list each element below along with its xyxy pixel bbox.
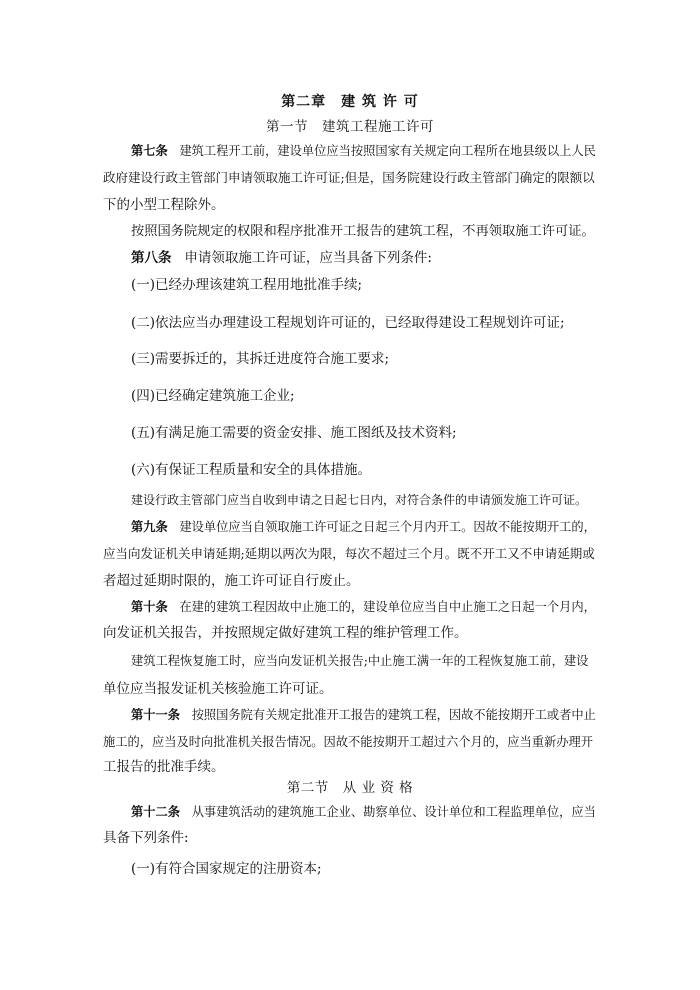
section2-title: 第二节 从 业 资 格 bbox=[286, 780, 414, 796]
article-8-item-5: (五)有满足施工需要的资金安排、施工图纸及技术资料; bbox=[131, 425, 457, 441]
article-10-heading: 第十条 bbox=[131, 600, 168, 614]
article-11-line-3: 工报告的批准手续。 bbox=[103, 759, 225, 775]
article-9-line-3: 者超过延期时限的，施工许可证自行废止。 bbox=[103, 573, 360, 589]
article-8-item-1: (一)已经办理该建筑工程用地批准手续; bbox=[131, 277, 363, 293]
article-12-item-1: (一)有符合国家规定的注册资本; bbox=[131, 861, 322, 877]
article-9-text-1: 建设单位应当自领取施工许可证之日起三个月内开工。因故不能按期开工的， bbox=[179, 520, 596, 534]
article-10-line-2: 向发证机关报告，并按照规定做好建筑工程的维护管理工作。 bbox=[103, 625, 468, 641]
article-11-line-2: 施工的，应当及时向批准机关报告情况。因故不能按期开工超过六个月的，应当重新办理开 bbox=[103, 735, 593, 749]
article-7-heading: 第七条 bbox=[131, 144, 168, 158]
article-7-line-2: 政府建设行政主管部门申请领取施工许可证;但是，国务院建设行政主管部门确定的限额以 bbox=[103, 170, 595, 185]
article-8-heading: 第八条 bbox=[131, 250, 172, 266]
article-10-line-1 bbox=[131, 598, 596, 616]
article-12-text-1: 从事建筑活动的建筑施工企业、勘察单位、设计单位和工程监理单位，应当 bbox=[191, 805, 596, 819]
chapter-title: 第二章 建 筑 许 可 bbox=[281, 94, 419, 110]
article-9-heading: 第九条 bbox=[131, 520, 168, 534]
article-11-line-1 bbox=[131, 706, 596, 724]
article-9-line-2: 应当向发证机关申请延期;延期以两次为限，每次不超过三个月。既不开工又不申请延期或 bbox=[103, 546, 595, 561]
article-8-paragraph-2: 建设行政主管部门应当自收到申请之日起七日内，对符合条件的申请颁发施工许可证。 bbox=[131, 493, 588, 507]
article-8-item-3: (三)需要拆迁的，其拆迁进度符合施工要求; bbox=[131, 351, 390, 367]
article-7-paragraph-2: 按照国务院规定的权限和程序批准开工报告的建筑工程，不再领取施工许可证。 bbox=[131, 224, 595, 239]
article-7-text-1: 建筑工程开工前，建设单位应当按照国家有关规定向工程所在地县级以上人民 bbox=[179, 144, 596, 158]
article-10-text-1: 在建的建筑工程因故中止施工的，建设单位应当自中止施工之日起一个月内， bbox=[179, 600, 596, 614]
article-12-line-2: 具备下列条件: bbox=[103, 830, 189, 846]
article-7-line-1 bbox=[131, 142, 596, 160]
article-11-heading: 第十一条 bbox=[131, 708, 180, 722]
article-7-line-3: 下的小型工程除外。 bbox=[103, 197, 225, 213]
article-8-item-4: (四)已经确定建筑施工企业; bbox=[131, 388, 295, 404]
article-8-text-1: 申请领取施工许可证，应当具备下列条件: bbox=[184, 250, 432, 266]
article-8-item-2: (二)依法应当办理建设工程规划许可证的，已经取得建设工程规划许可证; bbox=[131, 315, 565, 331]
article-12-heading: 第十二条 bbox=[131, 805, 180, 819]
article-12-line-1 bbox=[131, 803, 596, 821]
article-10-paragraph-2-line-2: 单位应当报发证机关核验施工许可证。 bbox=[103, 681, 333, 697]
section1-title: 第一节 建筑工程施工许可 bbox=[266, 119, 434, 135]
article-9-line-1 bbox=[131, 518, 596, 536]
article-10-paragraph-2-line-1: 建筑工程恢复施工时，应当向发证机关报告;中止施工满一年的工程恢复施工前，建设 bbox=[131, 654, 589, 668]
article-11-text-1: 按照国务院有关规定批准开工报告的建筑工程，因故不能按期开工或者中止 bbox=[191, 708, 596, 722]
article-8-line-1 bbox=[131, 249, 432, 267]
article-8-item-6: (六)有保证工程质量和安全的具体措施。 bbox=[131, 462, 372, 478]
